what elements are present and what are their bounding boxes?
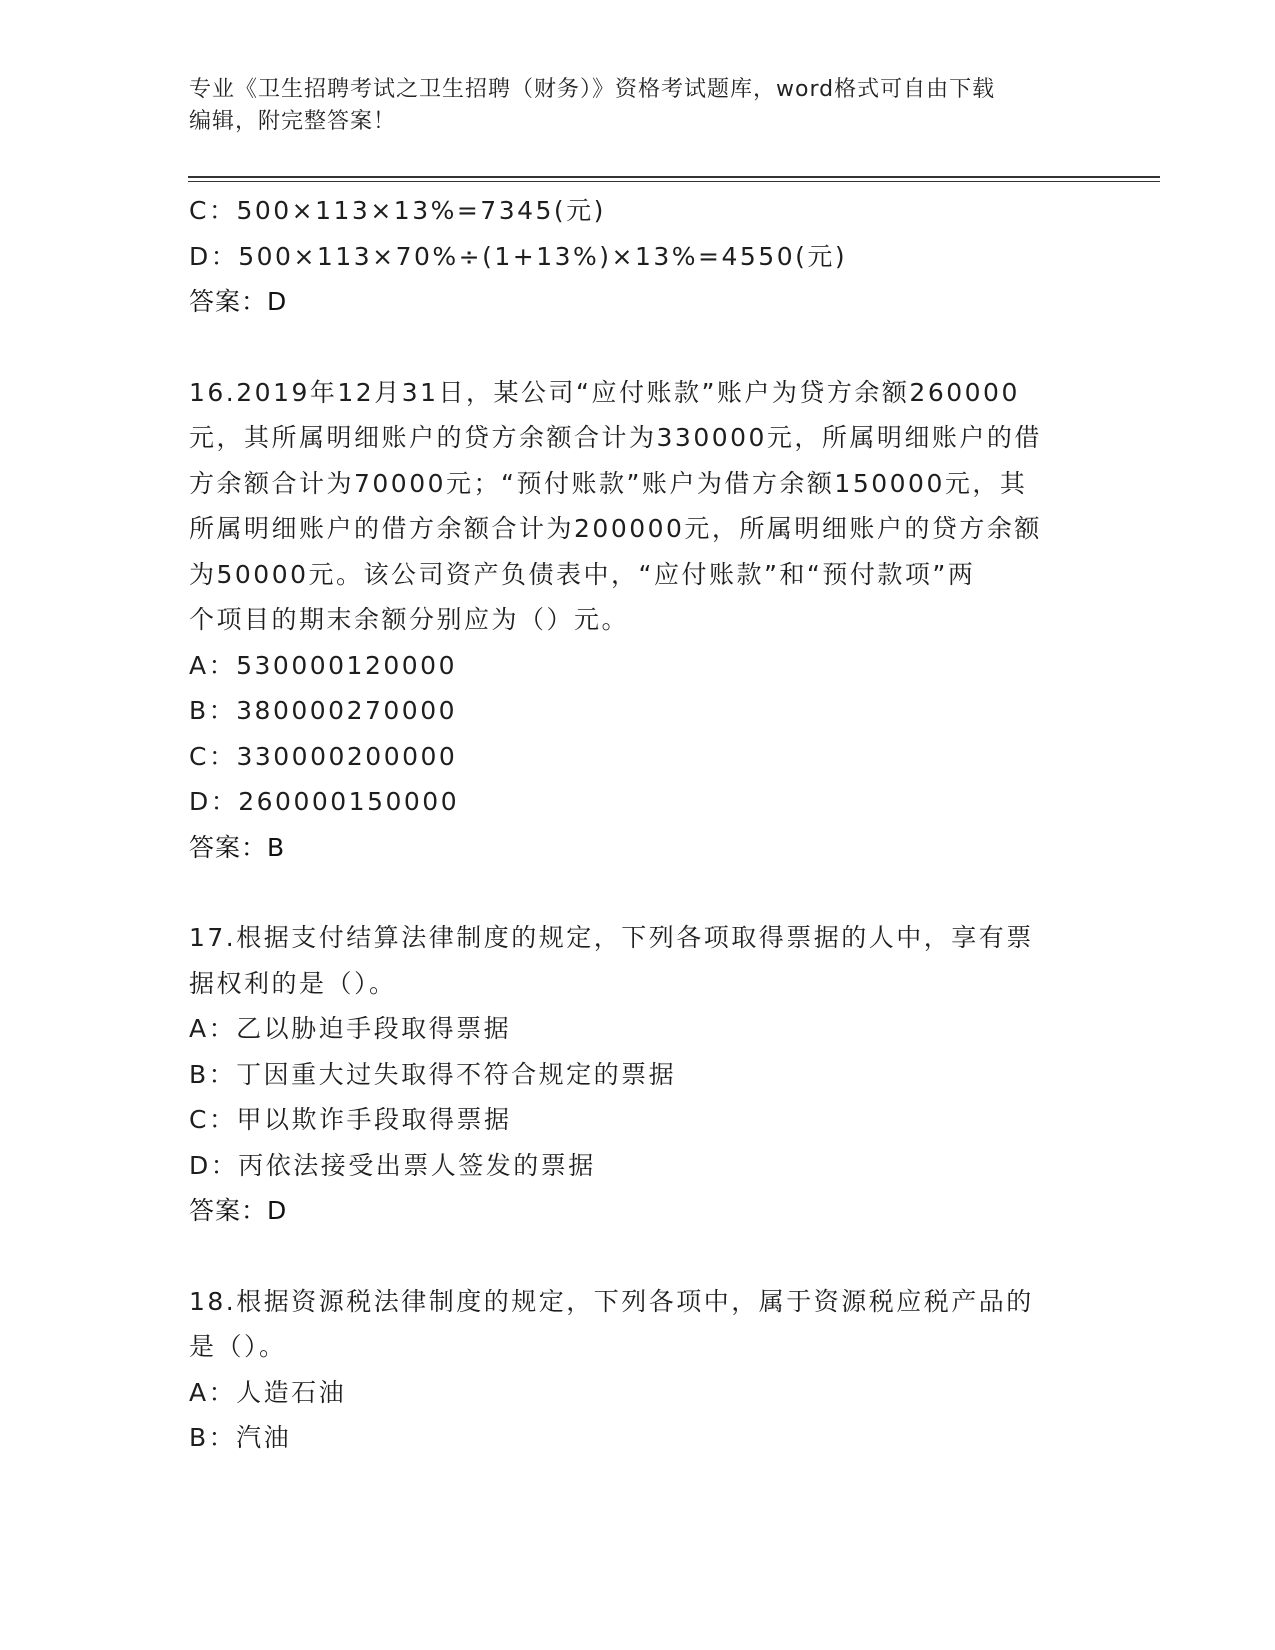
- option-c: C：甲以欺诈手段取得票据: [189, 1105, 512, 1134]
- option-b: B：丁因重大过失取得不符合规定的票据: [189, 1059, 677, 1089]
- question-stem-line: 是（）。: [189, 1332, 287, 1361]
- question-stem-line: 为50000元。该公司资产负债表中，“应付账款”和“预付款项”两: [189, 559, 976, 589]
- question-17: [189, 915, 1089, 1234]
- question-stem-line: 17.根据支付结算法律制度的规定，下列各项取得票据的人中，享有票: [189, 923, 1034, 952]
- question-stem-line: 元，其所属明细账户的贷方余额合计为330000元，所属明细账户的借: [189, 423, 1042, 452]
- header-line-1: 专业《卫生招聘考试之卫生招聘（财务）》资格考试题库，word格式可自由下载: [189, 77, 996, 102]
- question-stem-line: 个项目的期末余额分别应为（）元。: [189, 605, 630, 634]
- option-a: A：乙以胁迫手段取得票据: [189, 1014, 512, 1043]
- spacer: [189, 870, 1089, 915]
- question-stem-line: 所属明细账户的借方余额合计为200000元，所属明细账户的贷方余额: [189, 514, 1042, 543]
- answer: 答案：B: [189, 832, 286, 862]
- question-stem-line: 据权利的是（）。: [189, 968, 397, 998]
- option-d: D：丙依法接受出票人签发的票据: [189, 1150, 596, 1180]
- question-18: [189, 1279, 1089, 1461]
- question-stem-line: 18.根据资源税法律制度的规定，下列各项中，属于资源税应税产品的: [189, 1286, 1034, 1316]
- option-c: C：500×113×13%=7345(元): [189, 196, 606, 225]
- question-15-tail: [189, 188, 1089, 325]
- option-a: A：人造石油: [189, 1377, 347, 1407]
- option-b: B：380000270000: [189, 696, 458, 725]
- question-stem-line: 16.2019年12月31日，某公司“应付账款”账户为贷方余额260000: [189, 377, 1020, 407]
- header-line-2: 编辑，附完整答案！: [189, 109, 397, 134]
- spacer: [189, 325, 1089, 370]
- header-divider-thick: [188, 176, 1160, 178]
- answer: 答案：D: [189, 287, 288, 316]
- document-header: [189, 74, 1089, 138]
- answer: 答案：D: [189, 1196, 288, 1225]
- spacer: [189, 1234, 1089, 1279]
- option-b: B：汽油: [189, 1423, 292, 1452]
- option-a: A：530000120000: [189, 650, 457, 680]
- document-body: [189, 188, 1089, 1461]
- question-16: [189, 370, 1089, 871]
- header-divider-thin: [188, 181, 1160, 182]
- option-d: D：260000150000: [189, 787, 460, 816]
- option-c: C：330000200000: [189, 741, 458, 771]
- question-stem-line: 方余额合计为70000元；“预付账款”账户为借方余额150000元，其: [189, 468, 1028, 498]
- option-d: D：500×113×70%÷(1+13%)×13%=4550(元): [189, 241, 848, 271]
